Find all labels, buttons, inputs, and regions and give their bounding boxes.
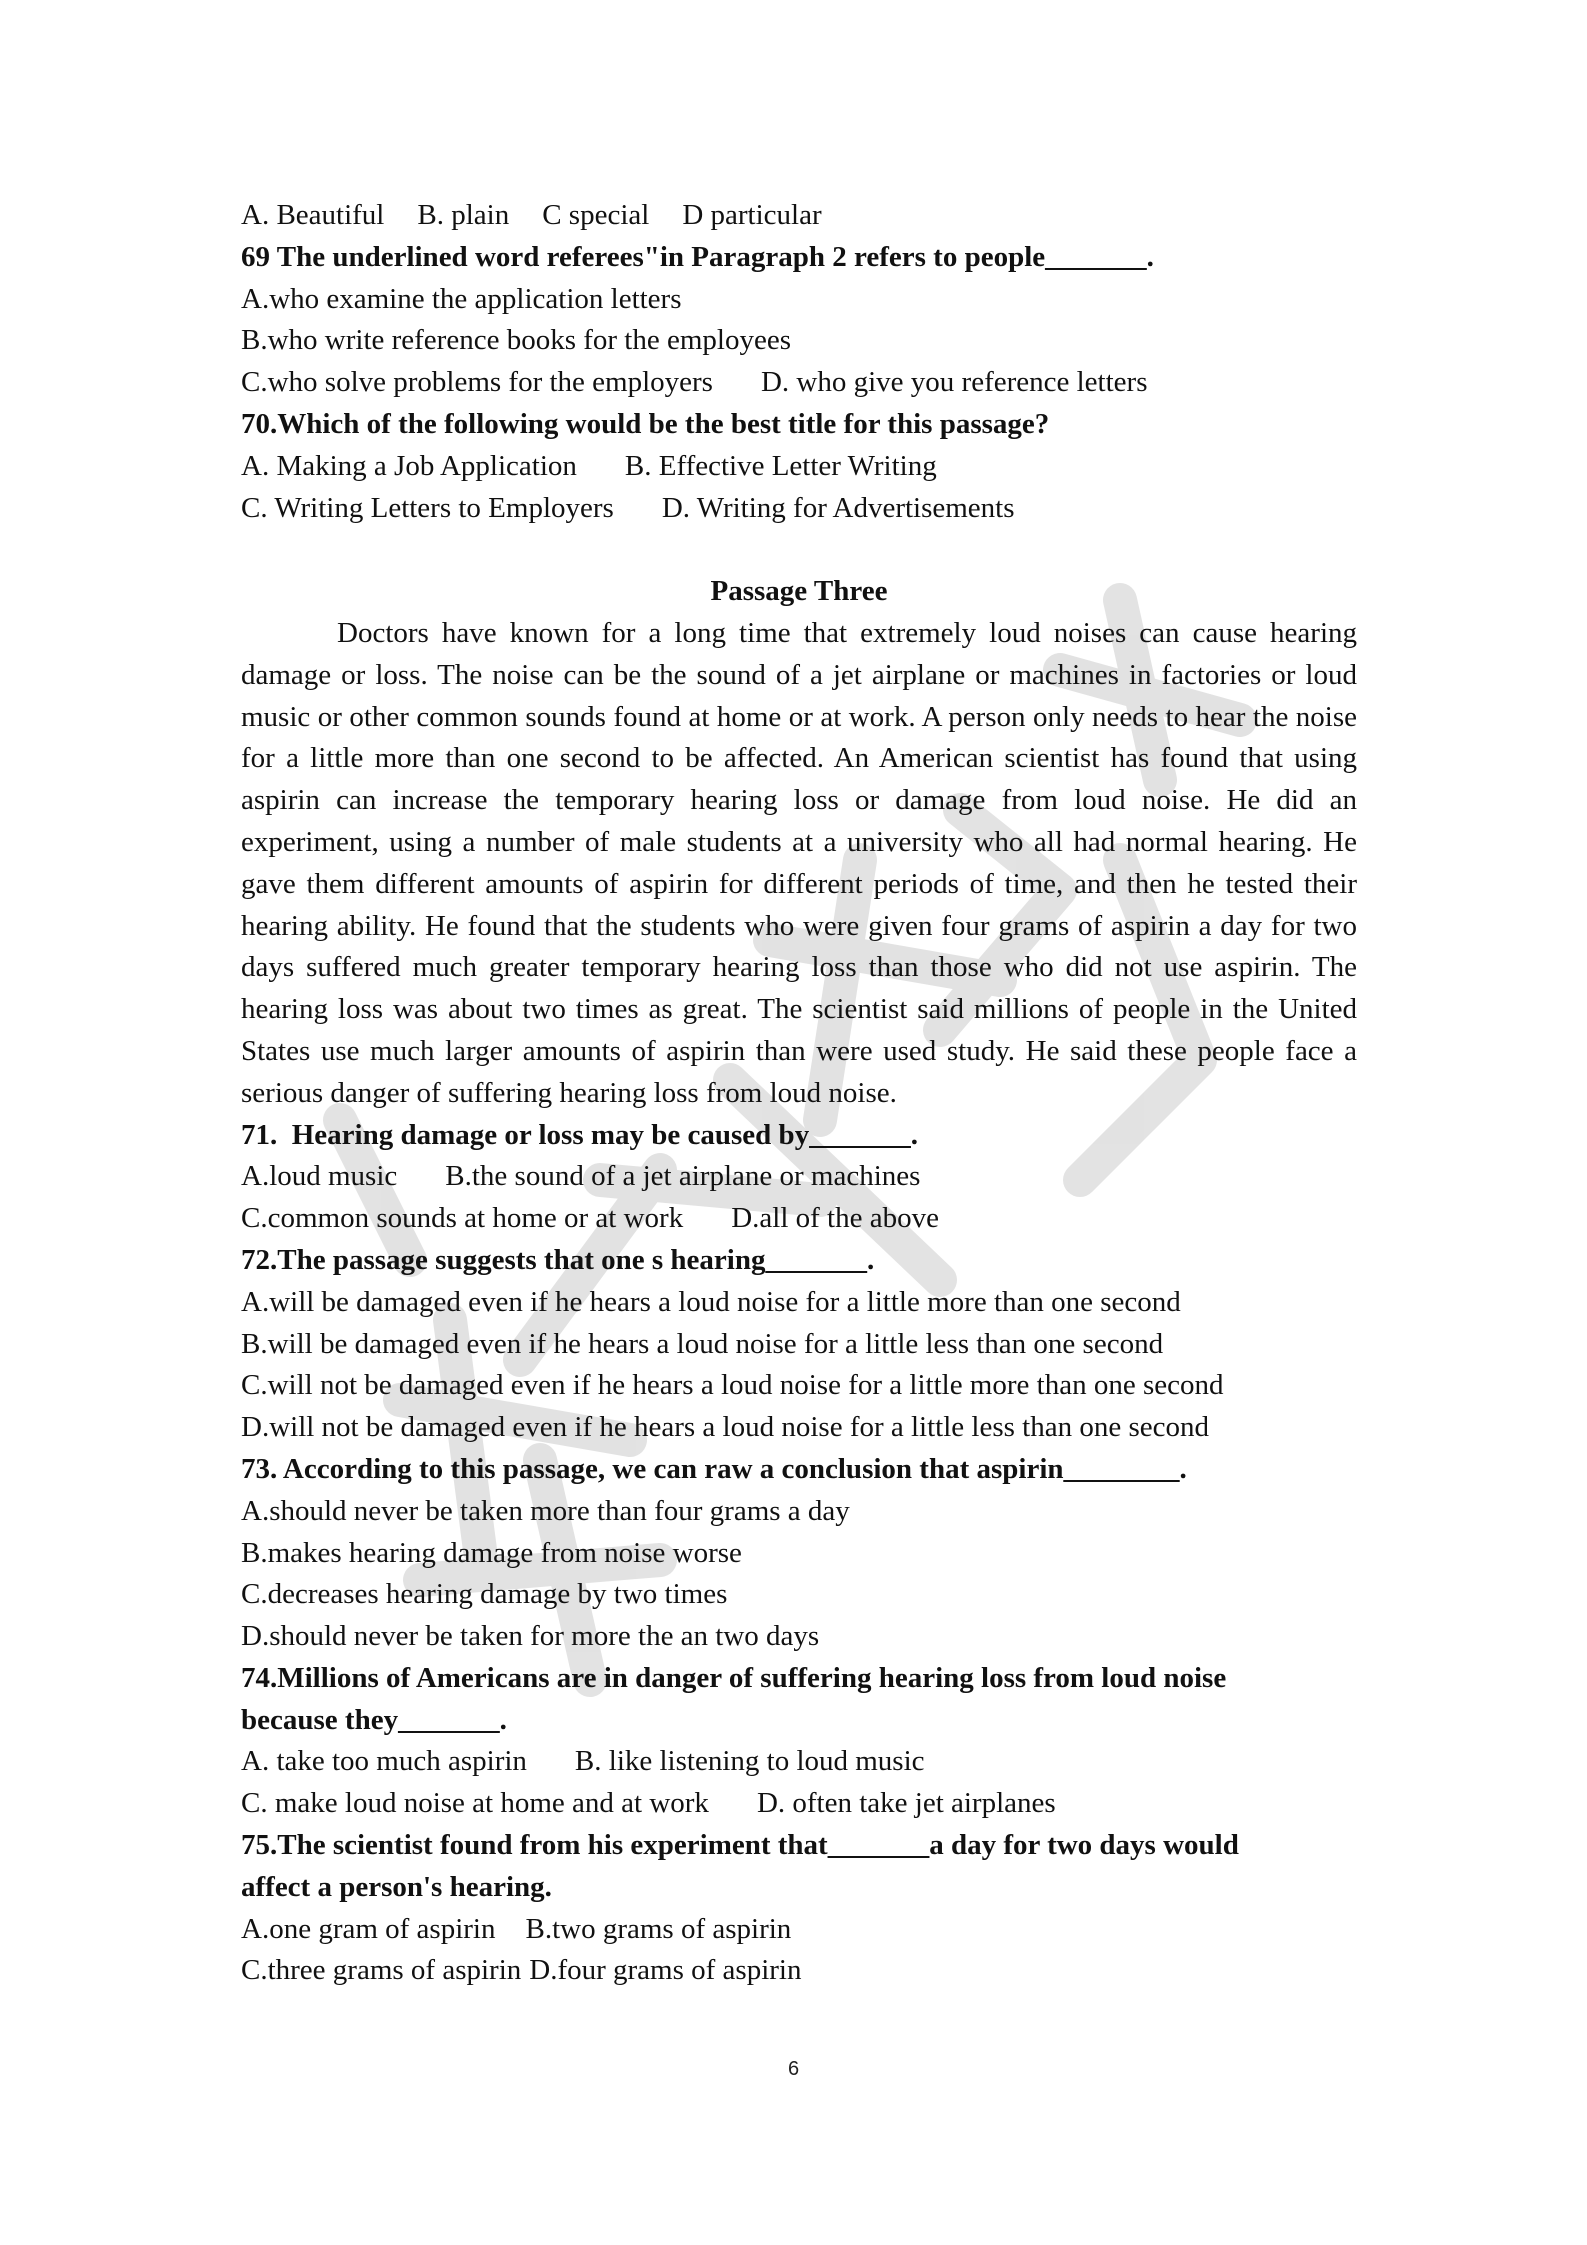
- q74-option-d: D. often take jet airplanes: [756, 1787, 1056, 1820]
- passage-body: Doctors have known for a long time that extremely loud noises can cause hearing damage or loss. The noise can be the sound of a jet airplane or machines in factories or loud music or other common sounds found at home or at work. A person only needs to hear the noise for a little more than one second to be affected. An American scientist has found that using aspirin can increase the temporary hearing loss or damage from loud noise. He did an experiment, using a number of male students at a university who all had normal hearing. He gave them different amounts of aspirin for different periods of time, and then he tested their hearing ability. He found that the students who were given four grams of aspirin a day for two days suffered much greater temporary hearing loss than those who did not use aspirin. The hearing loss was about two times as great. The scientist said millions of people in the United States use much larger amounts of aspirin than were used study. He said these people face a serious danger of suffering hearing loss from loud noise.: [241, 616, 1357, 1109]
- q74-options-cd: [241, 1783, 1357, 1825]
- q71-options-ab: [241, 1156, 1357, 1198]
- q70-options-cd: [241, 488, 1357, 530]
- q71-option-a: A.loud music: [241, 1160, 398, 1193]
- q69-option-c: C.who solve problems for the employers: [241, 366, 713, 399]
- q69-option-d: D. who give you reference letters: [760, 366, 1148, 399]
- option-d: D particular: [682, 199, 822, 231]
- page-number: 6: [787, 2058, 800, 2080]
- q75-options-ab: [241, 1909, 1357, 1951]
- question-75-stem-line1: 75.The scientist found from his experiment that_______a day for two days would: [241, 1829, 1239, 1862]
- q70-option-b: B. Effective Letter Writing: [624, 449, 937, 482]
- q73-option-a: A.should never be taken more than four grams a day: [241, 1494, 850, 1527]
- q75-option-b: B.two grams of aspirin: [525, 1912, 792, 1945]
- options-row-q68: [241, 195, 1357, 237]
- option-b: B. plain: [417, 199, 510, 231]
- q73-option-b: B.makes hearing damage from noise worse: [241, 1536, 742, 1569]
- question-69-stem: 69 The underlined word referees"in Paragraph 2 refers to people_______.: [241, 240, 1154, 273]
- question-74-stem-line2: because they_______.: [241, 1703, 507, 1736]
- question-71-stem: 71. Hearing damage or loss may be caused by_______.: [241, 1118, 918, 1151]
- q70-option-a: A. Making a Job Application: [241, 449, 577, 482]
- q72-option-a: A.will be damaged even if he hears a loud noise for a little more than one second: [241, 1285, 1181, 1318]
- question-75-stem-line2: affect a person's hearing.: [241, 1870, 552, 1903]
- q69-option-a: A.who examine the application letters: [241, 282, 682, 315]
- q74-option-c: C. make loud noise at home and at work: [241, 1787, 709, 1820]
- question-73-stem: 73. According to this passage, we can raw a conclusion that aspirin________.: [241, 1452, 1187, 1485]
- q69-options-cd: [241, 362, 1357, 404]
- q74-option-a: A. take too much aspirin: [241, 1745, 527, 1778]
- page-content: [241, 195, 1357, 1992]
- q72-option-d: D.will not be damaged even if he hears a loud noise for a little less than one second: [241, 1411, 1209, 1444]
- passage-title: Passage Three: [710, 575, 888, 608]
- q75-option-c: C.three grams of aspirin: [241, 1954, 522, 1987]
- q71-option-d: D.all of the above: [731, 1202, 939, 1235]
- question-74-stem-line1: 74.Millions of Americans are in danger of suffering hearing loss from loud noise: [241, 1661, 1227, 1694]
- q69-option-b: B.who write reference books for the employees: [241, 324, 791, 357]
- q72-option-b: B.will be damaged even if he hears a loud noise for a little less than one second: [241, 1327, 1164, 1360]
- q74-options-ab: [241, 1741, 1357, 1783]
- q70-option-c: C. Writing Letters to Employers: [241, 491, 614, 524]
- q75-option-a: A.one gram of aspirin: [241, 1912, 496, 1945]
- q73-option-c: C.decreases hearing damage by two times: [241, 1578, 728, 1611]
- q70-option-d: D. Writing for Advertisements: [661, 491, 1015, 524]
- question-70-stem: 70.Which of the following would be the best title for this passage?: [241, 407, 1050, 440]
- q75-option-d: D.four grams of aspirin: [529, 1954, 802, 1987]
- q75-options-cd: [241, 1950, 1357, 1992]
- q71-options-cd: [241, 1198, 1357, 1240]
- q70-options-ab: [241, 446, 1357, 488]
- question-72-stem: 72.The passage suggests that one s hearing_______.: [241, 1243, 875, 1276]
- q72-option-c: C.will not be damaged even if he hears a loud noise for a little more than one second: [241, 1369, 1224, 1402]
- option-a: A. Beautiful: [241, 199, 385, 231]
- q71-option-b: B.the sound of a jet airplane or machines: [445, 1160, 921, 1193]
- option-c: C special: [542, 199, 650, 231]
- q73-option-d: D.should never be taken for more the an two days: [241, 1620, 820, 1653]
- q74-option-b: B. like listening to loud music: [574, 1745, 925, 1778]
- q71-option-c: C.common sounds at home or at work: [241, 1202, 684, 1235]
